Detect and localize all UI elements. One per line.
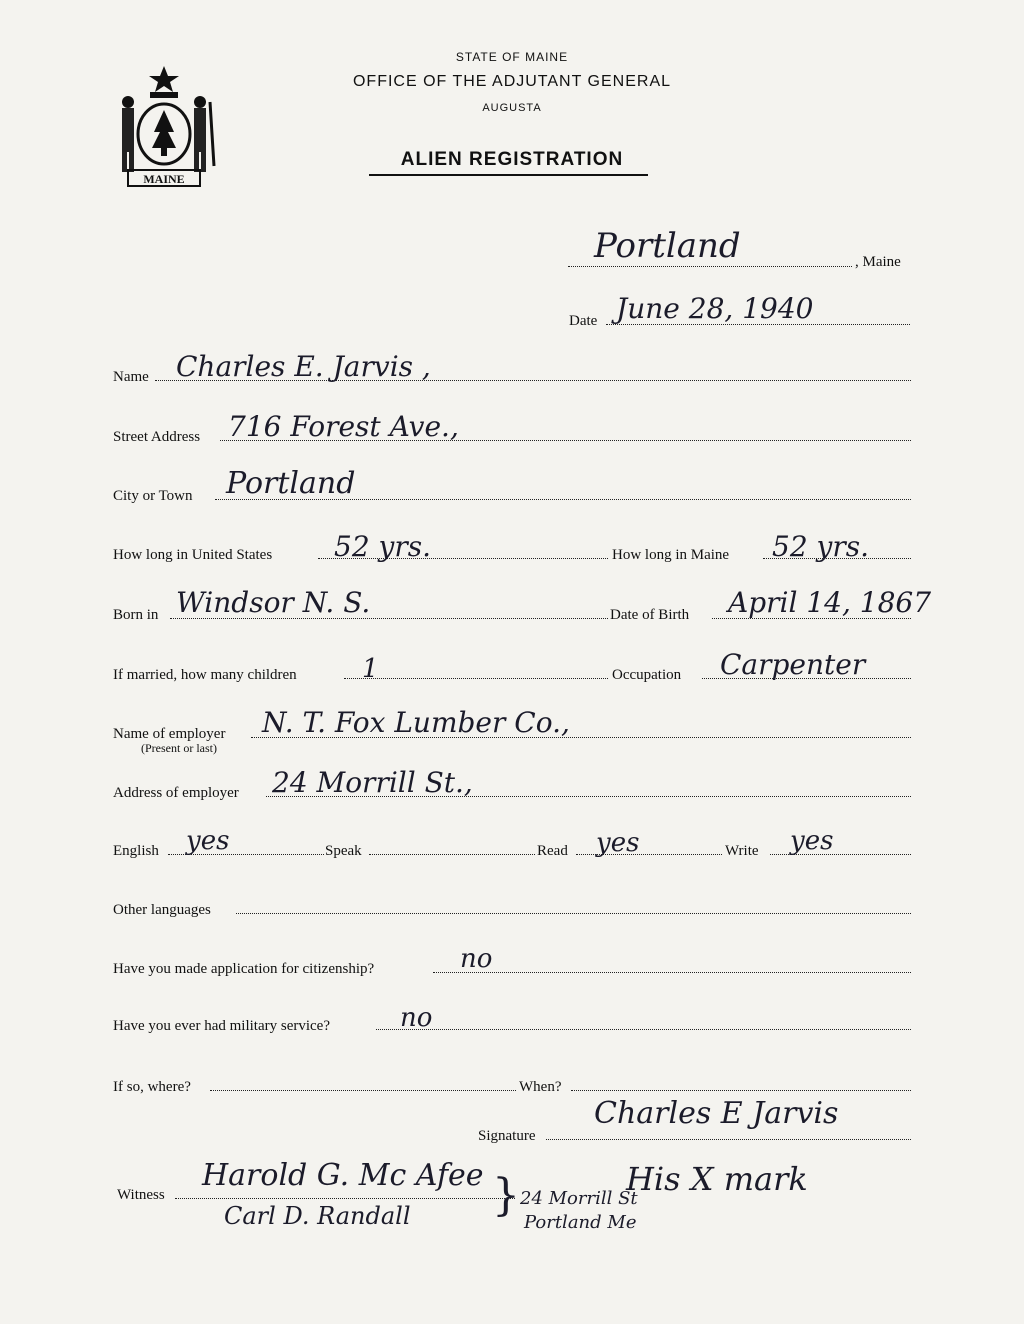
- occupation-value: Carpenter: [720, 648, 866, 681]
- born-value: Windsor N. S.: [176, 586, 371, 619]
- witness-name-2: Carl D. Randall: [224, 1202, 411, 1230]
- children-value: 1: [362, 654, 379, 684]
- employer-address-label: Address of employer: [113, 785, 239, 801]
- witness-address-1: 24 Morrill St: [520, 1188, 638, 1209]
- maine-seal: [108, 62, 220, 190]
- citizenship-value: no: [460, 944, 493, 974]
- witness-brace: }: [492, 1170, 520, 1221]
- place-city-value: Portland: [594, 226, 741, 266]
- when-label: When?: [519, 1079, 562, 1095]
- occupation-label: Occupation: [612, 667, 682, 683]
- english-label: English: [113, 843, 159, 859]
- born-label: Born in: [113, 607, 159, 623]
- name-label: Name: [113, 369, 149, 385]
- children-label: If married, how many children: [113, 667, 297, 683]
- witness-mark: His X mark: [626, 1160, 808, 1198]
- witness-name-1: Harold G. Mc Afee: [202, 1158, 484, 1193]
- employer-value: N. T. Fox Lumber Co.,: [262, 706, 570, 739]
- where-label: If so, where?: [113, 1079, 191, 1095]
- dob-value: April 14, 1867: [728, 586, 932, 619]
- english-value: yes: [186, 826, 230, 856]
- title-underline: [369, 174, 648, 176]
- header-state: STATE OF MAINE: [455, 50, 569, 64]
- write-label: Write: [725, 843, 759, 859]
- place-suffix: , Maine: [855, 254, 901, 270]
- signature-label: Signature: [478, 1128, 536, 1144]
- seal-text: MAINE: [143, 172, 185, 186]
- city-value: Portland: [226, 466, 356, 501]
- me-years-label: How long in Maine: [612, 547, 730, 563]
- street-value: 716 Forest Ave.,: [228, 410, 459, 443]
- street-label: Street Address: [113, 429, 201, 445]
- date-value: June 28, 1940: [616, 292, 814, 325]
- employer-address-value: 24 Morrill St.,: [272, 766, 473, 799]
- us-years-value: 52 yrs.: [334, 530, 432, 563]
- read-label: Read: [537, 843, 568, 859]
- witness-address-2: Portland Me: [524, 1212, 637, 1233]
- employer-sublabel: (Present or last): [141, 741, 217, 755]
- header-city: AUGUSTA: [482, 102, 542, 114]
- city-label: City or Town: [113, 488, 193, 504]
- read-value: yes: [596, 828, 640, 858]
- employer-label: Name of employer: [113, 726, 226, 742]
- military-label: Have you ever had military service?: [113, 1018, 330, 1034]
- citizenship-label: Have you made application for citizenship?: [113, 961, 375, 977]
- header-office: OFFICE OF THE ADJUTANT GENERAL: [352, 73, 672, 90]
- me-years-value: 52 yrs.: [772, 530, 870, 563]
- other-languages-label: Other languages: [113, 902, 211, 918]
- date-label: Date: [569, 313, 598, 329]
- military-value: no: [400, 1003, 433, 1033]
- dob-label: Date of Birth: [610, 607, 690, 623]
- name-value: Charles E. Jarvis ,: [176, 350, 431, 383]
- us-years-label: How long in United States: [113, 547, 273, 563]
- witness-label: Witness: [117, 1187, 165, 1203]
- page-title: ALIEN REGISTRATION: [400, 149, 624, 170]
- signature-value: Charles E Jarvis: [594, 1096, 839, 1131]
- write-value: yes: [790, 826, 834, 856]
- speak-label: Speak: [325, 843, 362, 859]
